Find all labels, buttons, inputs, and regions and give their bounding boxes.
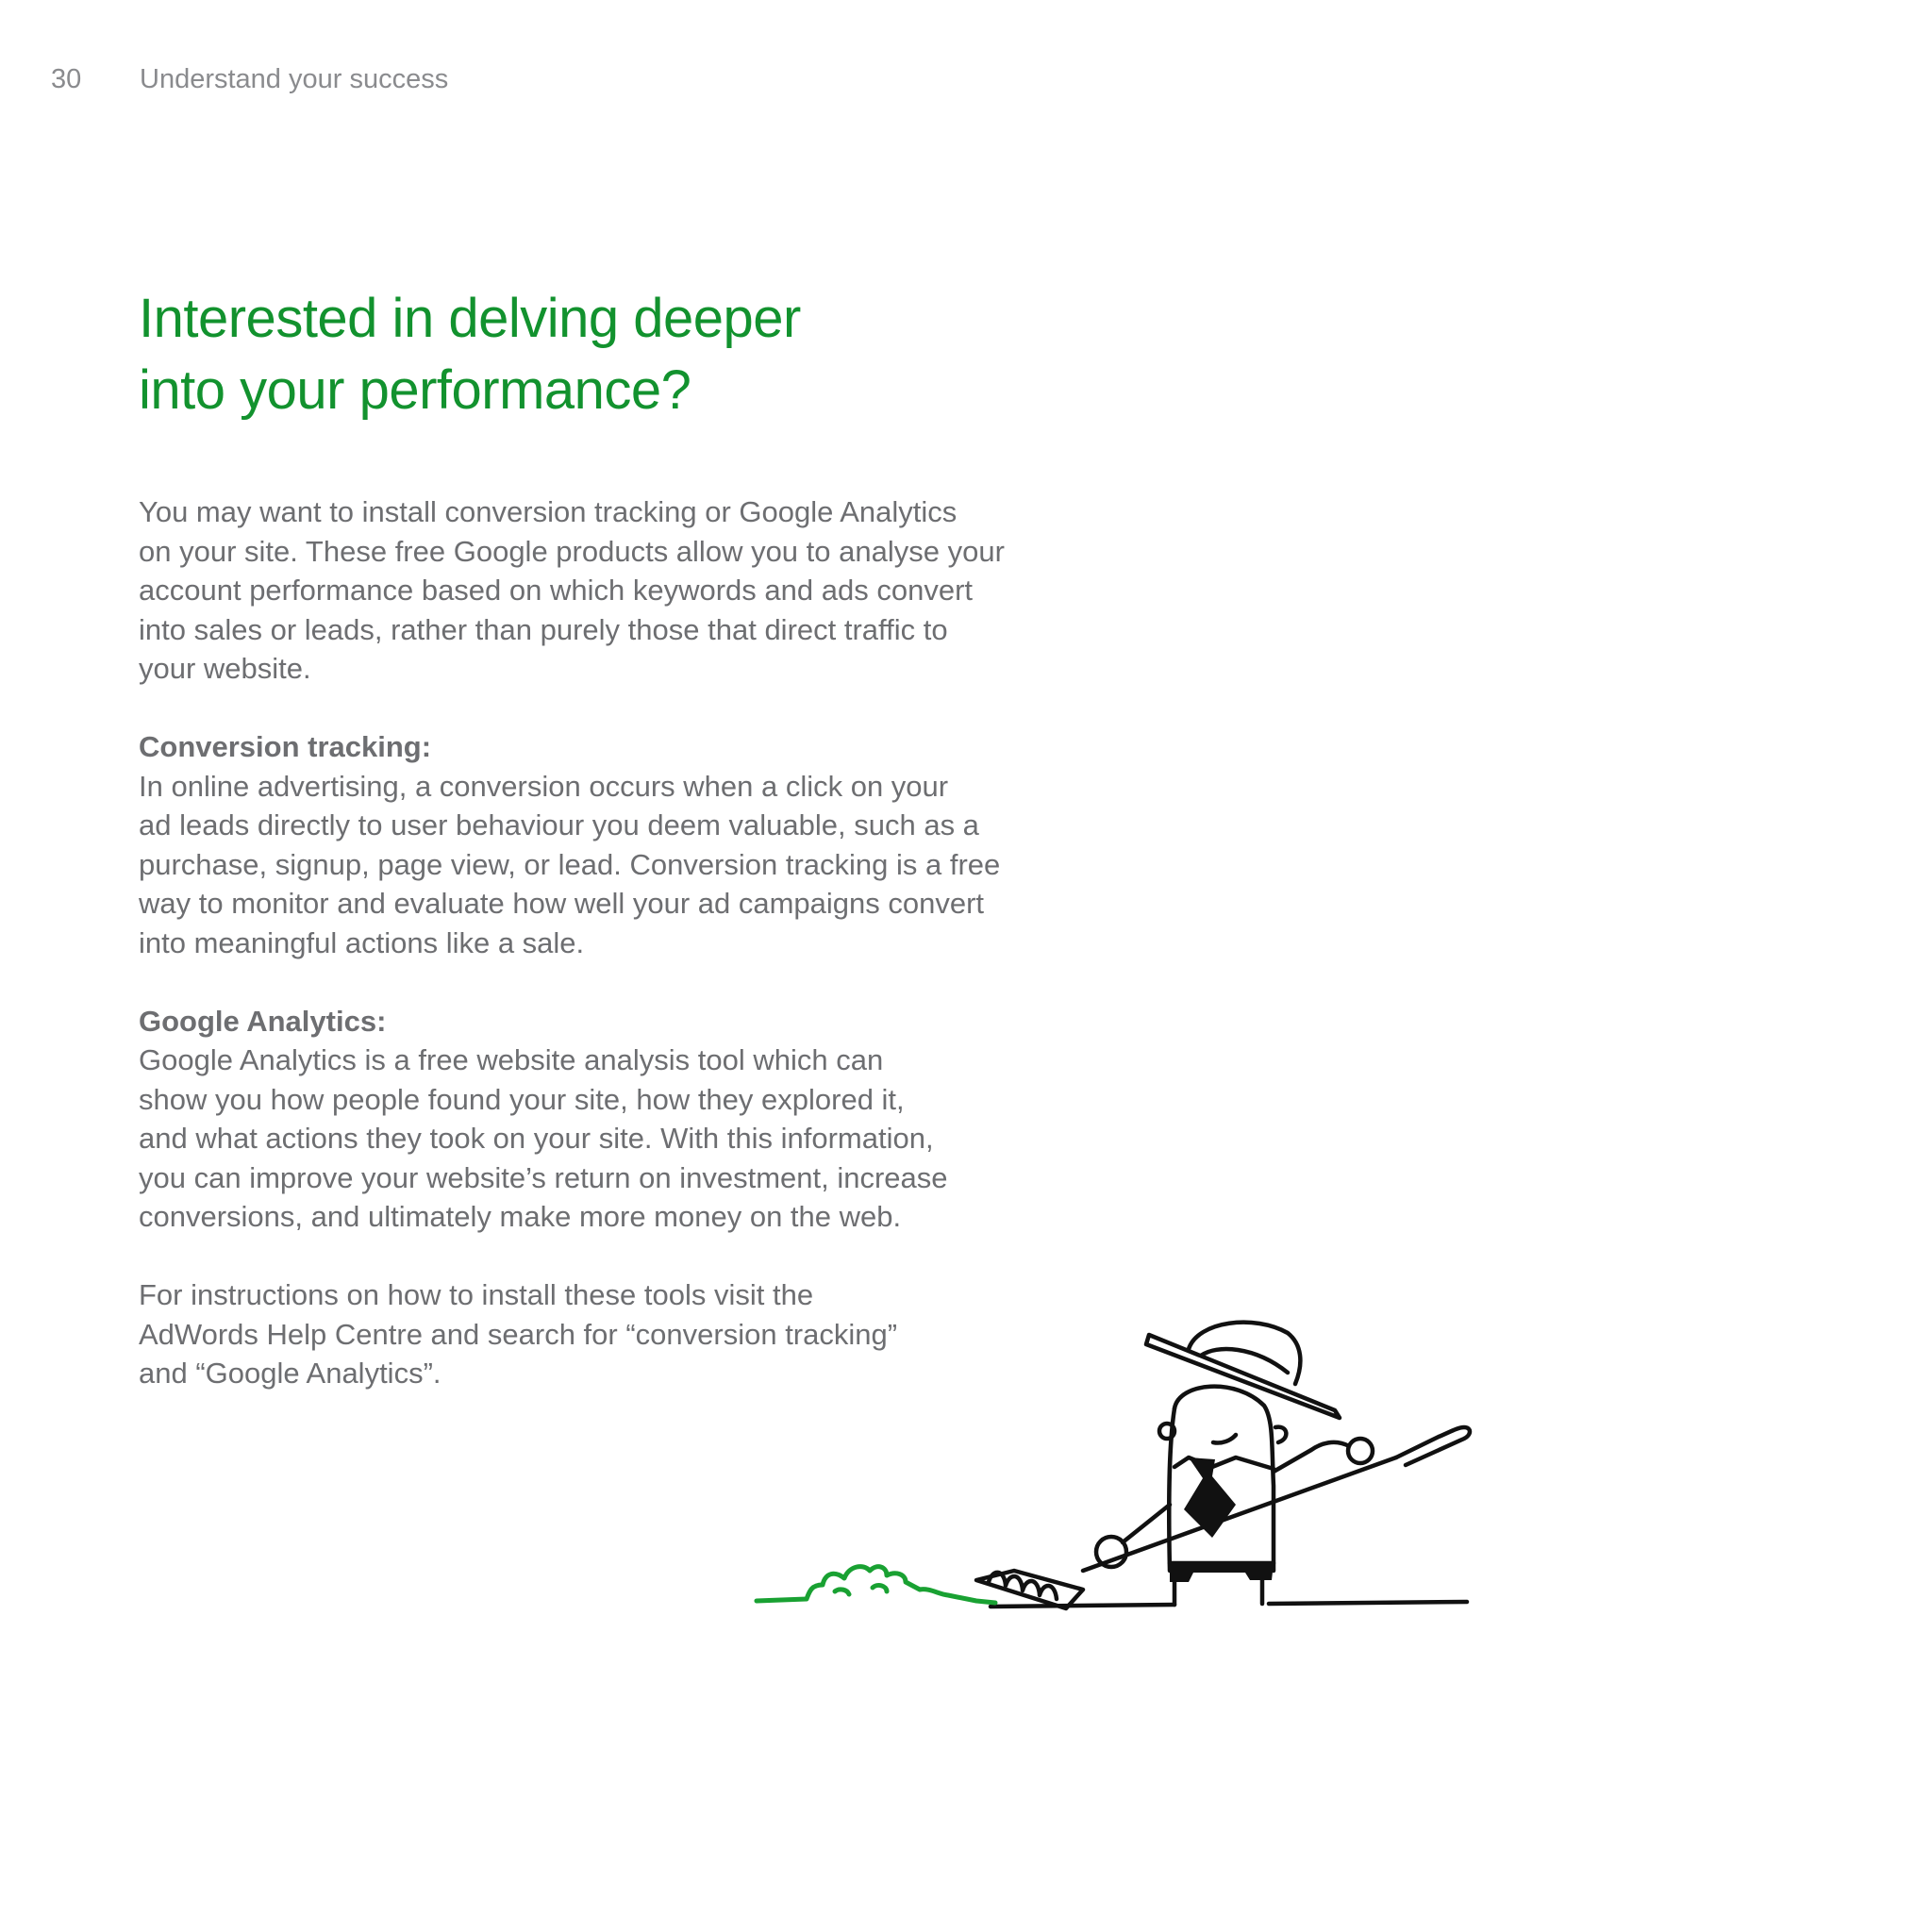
page-number: 30 [51,64,82,94]
conversion-tracking-section [139,727,1044,962]
conversion-tracking-line: into meaningful actions like a sale. [139,925,585,959]
google-analytics-heading: Google Analytics: [139,1004,387,1038]
page-title [139,283,801,426]
instructions-line: For instructions on how to install these tools visit the [139,1278,814,1311]
conversion-tracking-line: In online advertising, a conversion occurs when a click on your [139,769,949,803]
man-raking-grass-icon [745,1316,1519,1627]
page-title-line-1: Interested in delving deeper [139,288,801,349]
intro-line: on your site. These free Google products allow you to analyse your [139,534,1005,568]
conversion-tracking-line: way to monitor and evaluate how well your ad campaigns convert [139,887,985,920]
page-title-line-2: into your performance? [139,359,691,421]
google-analytics-section [139,1002,1044,1237]
body-content [139,492,1044,1432]
page-header [51,64,448,95]
conversion-tracking-line: purchase, signup, page view, or lead. Conversion tracking is a free [139,847,1001,881]
google-analytics-line: you can improve your website’s return on investment, increase [139,1160,948,1194]
google-analytics-line: conversions, and ultimately make more money on the web. [139,1200,902,1233]
intro-line: into sales or leads, rather than purely those that direct traffic to [139,612,948,646]
conversion-tracking-line: ad leads directly to user behaviour you deem valuable, such as a [139,808,979,841]
google-analytics-line: Google Analytics is a free website analysis tool which can [139,1043,884,1076]
instructions-line: AdWords Help Centre and search for “conversion tracking” [139,1317,898,1351]
google-analytics-line: and what actions they took on your site. With this information, [139,1122,934,1155]
intro-line: account performance based on which keywords and ads convert [139,574,973,607]
intro-paragraph [139,492,1044,689]
google-analytics-line: show you how people found your site, how they explored it, [139,1082,905,1116]
intro-line: your website. [139,652,311,685]
conversion-tracking-heading: Conversion tracking: [139,730,432,763]
intro-line: You may want to install conversion tracking or Google Analytics [139,495,958,528]
section-title: Understand your success [140,64,449,94]
instructions-line: and “Google Analytics”. [139,1357,441,1390]
